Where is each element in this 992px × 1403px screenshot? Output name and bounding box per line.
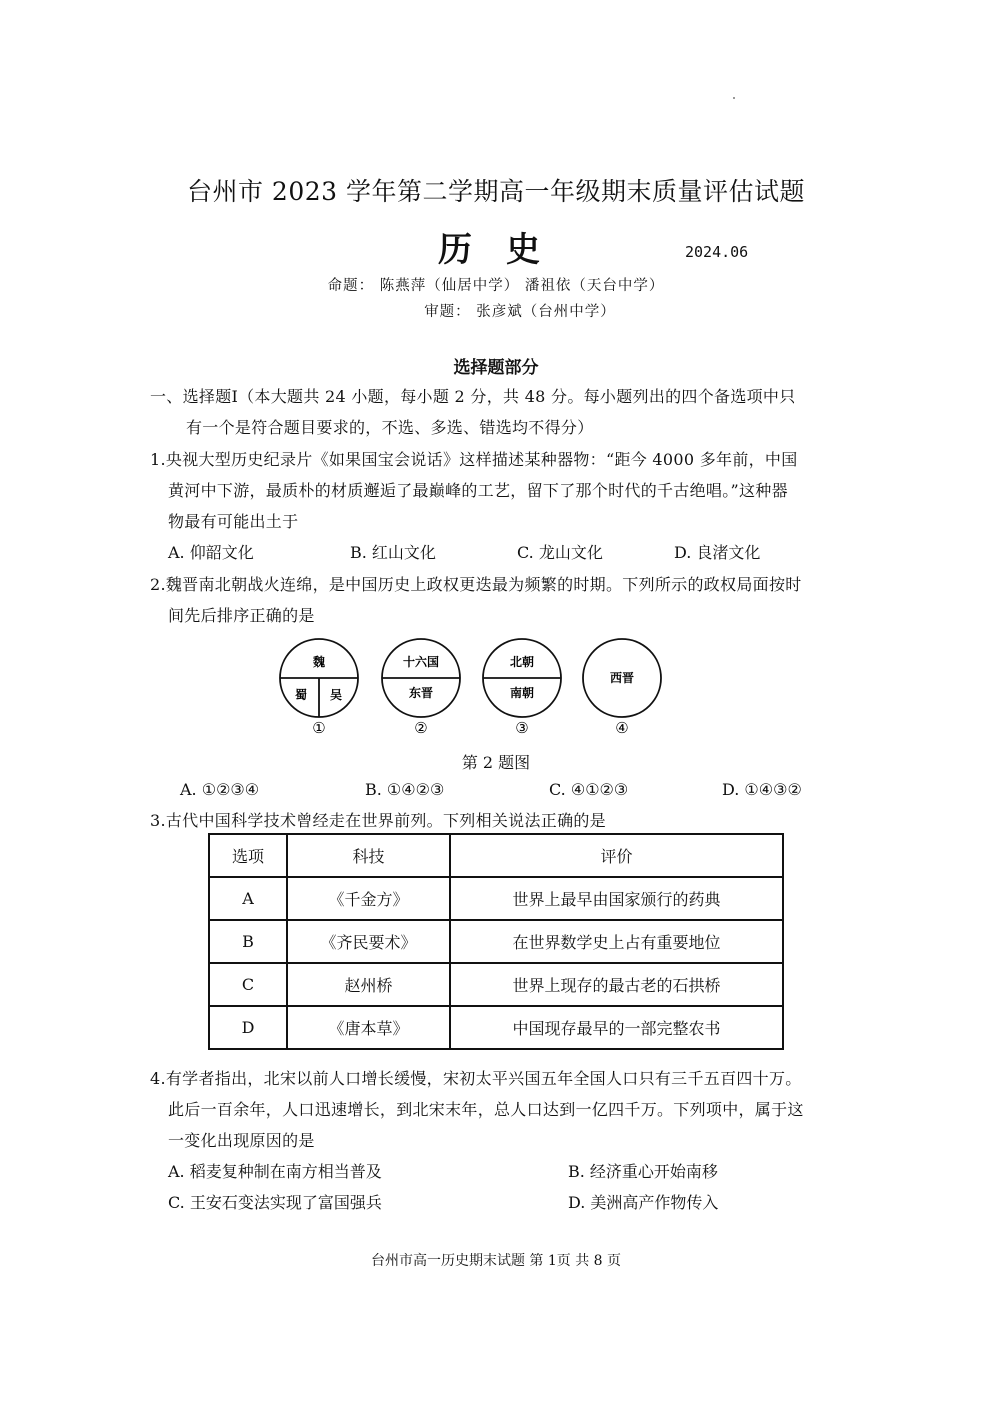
table-row bbox=[209, 877, 783, 920]
q1-option-d: D. 良渚文化 bbox=[674, 543, 761, 562]
circle-1-top: 魏 bbox=[312, 655, 326, 669]
q2-line-1: 2.魏晋南北朝战火连绵，是中国历史上政权更迭最为频繁的时期。下列所示的政权局面按时 bbox=[150, 575, 802, 594]
table-cell: 《千金方》 bbox=[287, 877, 450, 920]
circle-4 bbox=[583, 639, 661, 737]
q1-line-1: 1.央视大型历史纪录片《如果国宝会说话》这样描述某种器物：“距今 4000 多年前，中国 bbox=[150, 450, 798, 469]
circle-3-top: 北朝 bbox=[509, 655, 535, 669]
table-header-row bbox=[209, 834, 783, 877]
table-row bbox=[209, 920, 783, 963]
q1-option-b: B. 红山文化 bbox=[350, 543, 436, 562]
table-cell: D bbox=[209, 1006, 287, 1049]
q4-option-a: A. 稻麦复种制在南方相当普及 bbox=[168, 1162, 382, 1181]
q2-line-2: 间先后排序正确的是 bbox=[168, 606, 315, 625]
circle-3 bbox=[483, 639, 561, 737]
table-cell: A bbox=[209, 877, 287, 920]
q4-option-d: D. 美洲高产作物传入 bbox=[568, 1193, 719, 1212]
exam-date: 2024.06 bbox=[685, 243, 749, 261]
header-evaluation: 评价 bbox=[450, 834, 783, 877]
table-cell: 世界上现存的最古老的石拱桥 bbox=[450, 963, 783, 1006]
q4-line-3: 一变化出现原因的是 bbox=[168, 1131, 315, 1150]
q2-option-c: C. ④①②③ bbox=[549, 780, 629, 799]
instructions-line-2: 有一个是符合题目要求的，不选、多选、错选均不得分） bbox=[186, 418, 594, 437]
q4-line-1: 4.有学者指出，北宋以前人口增长缓慢，宋初太平兴国五年全国人口只有三千五百四十万。 bbox=[150, 1069, 802, 1088]
table-row bbox=[209, 963, 783, 1006]
table-cell: 在世界数学史上占有重要地位 bbox=[450, 920, 783, 963]
page-footer: 台州市高一历史期末试题 第 1页 共 8 页 bbox=[370, 1253, 622, 1269]
q1-line-2: 黄河中下游，最质朴的材质邂逅了最巅峰的工艺，留下了那个时代的千古绝唱。”这种器 bbox=[168, 481, 788, 500]
q3-table bbox=[208, 833, 784, 1050]
circle-4-label: ④ bbox=[615, 720, 629, 737]
table-cell: B bbox=[209, 920, 287, 963]
q2-option-a: A. ①②③④ bbox=[180, 780, 260, 799]
table-cell: C bbox=[209, 963, 287, 1006]
table-cell: 世界上最早由国家颁行的药典 bbox=[450, 877, 783, 920]
table-cell: 中国现存最早的一部完整农书 bbox=[450, 1006, 783, 1049]
q4-option-b: B. 经济重心开始南移 bbox=[568, 1162, 718, 1181]
circle-2 bbox=[382, 639, 460, 737]
circle-2-label: ② bbox=[414, 720, 428, 737]
circle-2-bottom: 东晋 bbox=[408, 686, 434, 700]
q4-option-c: C. 王安石变法实现了富国强兵 bbox=[168, 1193, 382, 1212]
exam-title: 台州市 2023 学年第二学期高一年级期末质量评估试题 bbox=[186, 177, 806, 206]
section-title: 选择题部分 bbox=[453, 358, 539, 378]
q4-line-2: 此后一百余年，人口迅速增长，到北宋末年，总人口达到一亿四千万。下列项中，属于这 bbox=[168, 1100, 804, 1119]
q3-line-1: 3.古代中国科学技术曾经走在世界前列。下列相关说法正确的是 bbox=[150, 811, 606, 830]
authors-line: 命题： 陈燕萍（仙居中学） 潘祖依（天台中学） bbox=[327, 278, 665, 294]
circle-4-center: 西晋 bbox=[609, 671, 635, 685]
circle-3-label: ③ bbox=[515, 720, 529, 737]
table-cell: 《齐民要术》 bbox=[287, 920, 450, 963]
q2-caption: 第 2 题图 bbox=[461, 753, 531, 772]
scan-speck bbox=[733, 97, 735, 99]
header-technology: 科技 bbox=[287, 834, 450, 877]
q1-option-c: C. 龙山文化 bbox=[517, 543, 603, 562]
circle-1-label: ① bbox=[312, 720, 326, 737]
circle-1-bottom-right: 吴 bbox=[329, 688, 343, 702]
circle-1-bottom-left: 蜀 bbox=[294, 688, 308, 702]
header-option: 选项 bbox=[209, 834, 287, 877]
table-cell: 赵州桥 bbox=[287, 963, 450, 1006]
q2-diagram bbox=[270, 635, 670, 740]
q1-option-a: A. 仰韶文化 bbox=[168, 543, 254, 562]
circle-3-bottom: 南朝 bbox=[509, 686, 535, 700]
circle-1 bbox=[280, 639, 358, 737]
q2-option-d: D. ①④③② bbox=[722, 780, 802, 799]
reviewer-line: 审题： 张彦斌（台州中学） bbox=[424, 304, 616, 320]
table-cell: 《唐本草》 bbox=[287, 1006, 450, 1049]
q1-line-3: 物最有可能出土于 bbox=[168, 512, 299, 531]
instructions-line-1: 一、选择题Ⅰ（本大题共 24 小题，每小题 2 分，共 48 分。每小题列出的四个备选项中只 bbox=[150, 387, 796, 406]
q2-option-b: B. ①④②③ bbox=[365, 780, 445, 799]
circle-2-top: 十六国 bbox=[402, 655, 440, 669]
subject-heading: 历史 bbox=[438, 230, 574, 270]
table-row bbox=[209, 1006, 783, 1049]
